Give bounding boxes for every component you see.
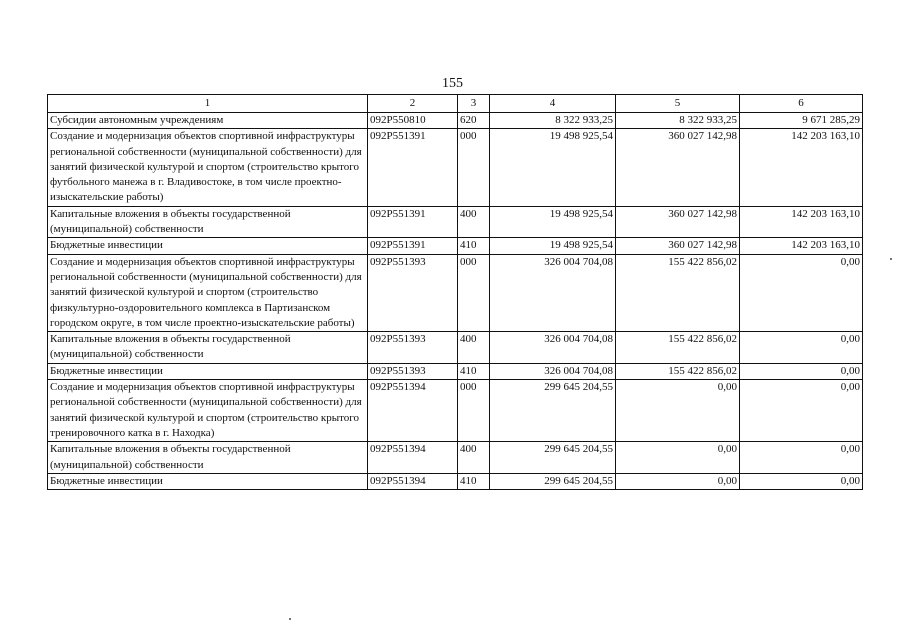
row-col5: 0,00: [616, 442, 740, 474]
row-col4: 299 645 204,55: [490, 473, 616, 489]
row-name: Бюджетные инвестиции: [48, 473, 368, 489]
row-col6: 0,00: [740, 442, 863, 474]
row-code: 092P551394: [368, 380, 458, 442]
header-col-5: 5: [616, 95, 740, 113]
row-col6: 0,00: [740, 332, 863, 364]
row-type: 620: [458, 113, 490, 129]
row-col4: 19 498 925,54: [490, 238, 616, 254]
row-col4: 326 004 704,08: [490, 332, 616, 364]
row-type: 000: [458, 380, 490, 442]
row-code: 092P551391: [368, 238, 458, 254]
row-code: 092P551394: [368, 473, 458, 489]
table-row: [48, 380, 863, 442]
scan-speck: [289, 618, 291, 620]
row-col4: 19 498 925,54: [490, 206, 616, 238]
row-col5: 155 422 856,02: [616, 363, 740, 379]
row-type: 400: [458, 332, 490, 364]
row-type: 410: [458, 473, 490, 489]
row-col5: 0,00: [616, 473, 740, 489]
table-row: [48, 238, 863, 254]
row-code: 092P551393: [368, 332, 458, 364]
row-name: Создание и модернизация объектов спортивной инфраструктуры региональной собственности (муниципальной собственности) для занятий физической культурой и спортом (строительство крытого тренировочного катка в г. Находка): [48, 380, 368, 442]
table-header: [48, 95, 863, 113]
row-col4: 299 645 204,55: [490, 442, 616, 474]
row-col6: 142 203 163,10: [740, 206, 863, 238]
table-row: [48, 332, 863, 364]
table-row: [48, 473, 863, 489]
row-col5: 0,00: [616, 380, 740, 442]
row-type: 000: [458, 254, 490, 331]
row-col6: 9 671 285,29: [740, 113, 863, 129]
row-name: Создание и модернизация объектов спортивной инфраструктуры региональной собственности (муниципальной собственности) для занятий физической культурой и спортом (строительство крытого футбольного манежа в г. Владивостоке, в том числе проектно-изыскательские работы): [48, 129, 368, 206]
row-col6: 0,00: [740, 380, 863, 442]
row-col5: 360 027 142,98: [616, 238, 740, 254]
row-col6: 0,00: [740, 363, 863, 379]
row-col6: 142 203 163,10: [740, 129, 863, 206]
row-name: Субсидии автономным учреждениям: [48, 113, 368, 129]
row-name: Капитальные вложения в объекты государственной (муниципальной) собственности: [48, 332, 368, 364]
table-row: [48, 363, 863, 379]
row-col5: 155 422 856,02: [616, 254, 740, 331]
row-col4: 299 645 204,55: [490, 380, 616, 442]
row-type: 400: [458, 442, 490, 474]
row-col5: 360 027 142,98: [616, 129, 740, 206]
row-col4: 19 498 925,54: [490, 129, 616, 206]
row-type: 400: [458, 206, 490, 238]
table-body: [48, 113, 863, 490]
row-name: Капитальные вложения в объекты государственной (муниципальной) собственности: [48, 442, 368, 474]
header-col-3: 3: [458, 95, 490, 113]
header-col-1: 1: [48, 95, 368, 113]
header-row: [48, 95, 863, 113]
row-col6: 142 203 163,10: [740, 238, 863, 254]
row-type: 410: [458, 363, 490, 379]
table-row: [48, 254, 863, 331]
row-col5: 360 027 142,98: [616, 206, 740, 238]
table-row: [48, 129, 863, 206]
row-code: 092P551391: [368, 206, 458, 238]
row-name: Создание и модернизация объектов спортивной инфраструктуры региональной собственности (муниципальной собственности) для занятий физической культурой и спортом (строительство физкультурно-оздоровительного комплекса в Партизанском городском округе, в том числе проектно-изыскательские работы): [48, 254, 368, 331]
table-row: [48, 113, 863, 129]
row-code: 092P551394: [368, 442, 458, 474]
row-col6: 0,00: [740, 254, 863, 331]
budget-table: [47, 94, 863, 490]
row-col5: 8 322 933,25: [616, 113, 740, 129]
row-col4: 326 004 704,08: [490, 363, 616, 379]
row-code: 092P550810: [368, 113, 458, 129]
header-col-6: 6: [740, 95, 863, 113]
row-name: Бюджетные инвестиции: [48, 363, 368, 379]
row-col6: 0,00: [740, 473, 863, 489]
table-row: [48, 206, 863, 238]
header-col-4: 4: [490, 95, 616, 113]
row-name: Капитальные вложения в объекты государственной (муниципальной) собственности: [48, 206, 368, 238]
row-type: 410: [458, 238, 490, 254]
row-code: 092P551393: [368, 254, 458, 331]
table-row: [48, 442, 863, 474]
row-code: 092P551393: [368, 363, 458, 379]
row-name: Бюджетные инвестиции: [48, 238, 368, 254]
row-col4: 326 004 704,08: [490, 254, 616, 331]
row-col4: 8 322 933,25: [490, 113, 616, 129]
scan-speck: [890, 258, 892, 260]
row-code: 092P551391: [368, 129, 458, 206]
page-number: 155: [442, 76, 463, 91]
row-col5: 155 422 856,02: [616, 332, 740, 364]
header-col-2: 2: [368, 95, 458, 113]
row-type: 000: [458, 129, 490, 206]
